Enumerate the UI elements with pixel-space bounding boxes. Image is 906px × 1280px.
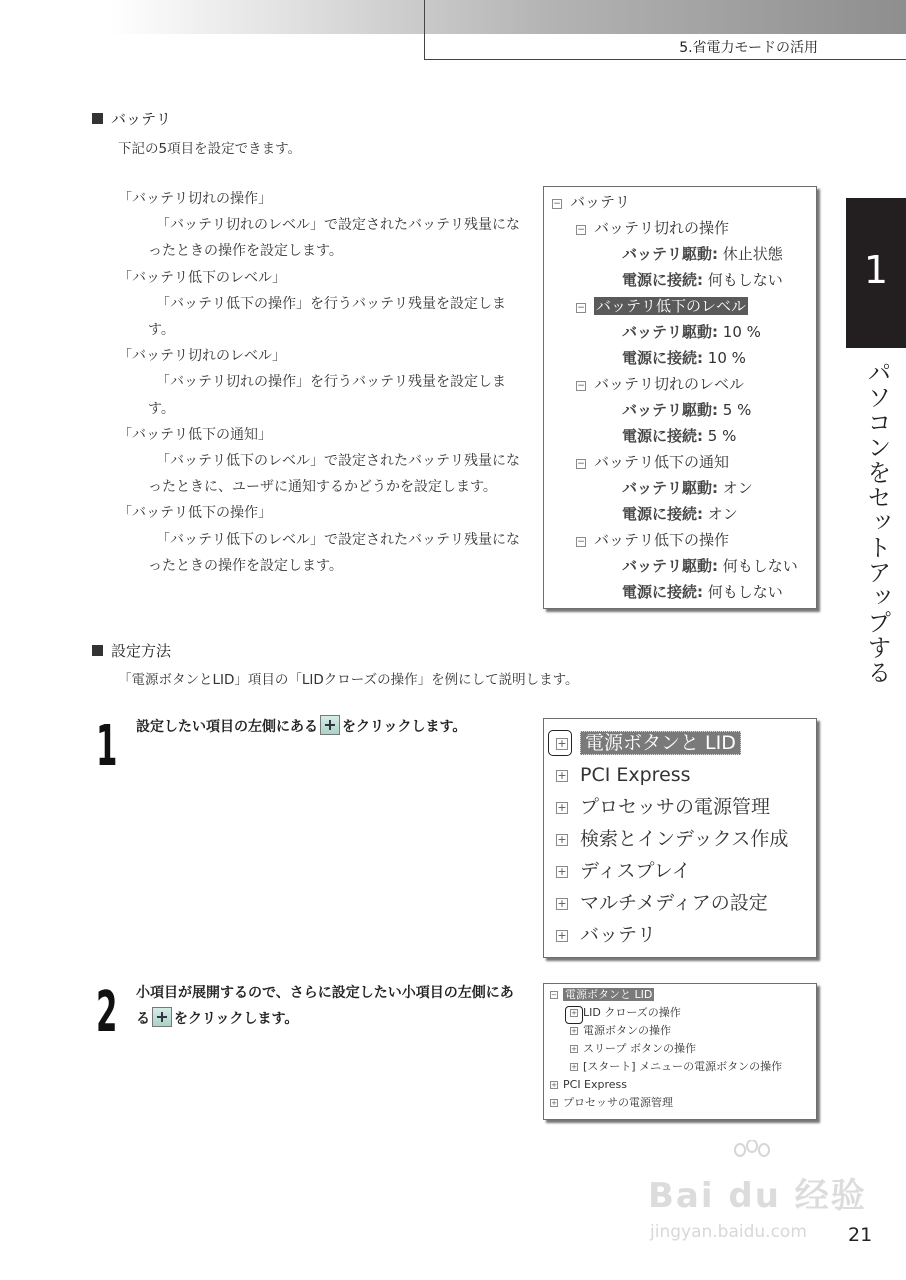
- tree-node-battery[interactable]: − バッテリ: [553, 193, 631, 211]
- tree-setting-row[interactable]: 電源に接続: 何もしない: [622, 271, 783, 289]
- expand-icon[interactable]: +: [557, 929, 567, 942]
- tree-setting-row[interactable]: バッテリ駆動: オン: [622, 479, 753, 497]
- battery-intro: 下記の5項目を設定できます。: [118, 141, 302, 157]
- tree-node-group[interactable]: − バッテリ切れのレベル: [577, 375, 745, 393]
- expand-icon[interactable]: +: [571, 1063, 577, 1071]
- battery-item-title: 「バッテリ低下の通知」: [118, 426, 272, 443]
- expand-icon[interactable]: +: [551, 1081, 557, 1089]
- method-heading: [92, 640, 171, 661]
- tree-category-row[interactable]: + プロセッサの電源管理: [551, 1096, 673, 1109]
- tree-category-row[interactable]: + バッテリ: [557, 924, 657, 946]
- tree-category-row[interactable]: + マルチメディアの設定: [557, 892, 768, 914]
- tree-category-row-expanded[interactable]: − 電源ボタンと LID: [551, 988, 653, 1001]
- section-header-title: 5.省電力モードの活用: [679, 40, 818, 56]
- highlight-ring: [548, 730, 572, 756]
- tree-subitem-row[interactable]: + スリープ ボタンの操作: [571, 1042, 696, 1055]
- tree-setting-row[interactable]: 電源に接続: 5 %: [622, 427, 737, 445]
- expand-icon[interactable]: +: [571, 1045, 577, 1053]
- step-instruction: 設定したい項目の左側にある をクリックします。: [136, 714, 526, 740]
- chapter-title: パソコンをセットアップする: [863, 360, 891, 685]
- tree-subitem-row[interactable]: + [スタート] メニューの電源ボタンの操作: [571, 1060, 783, 1073]
- collapse-icon[interactable]: −: [577, 381, 585, 391]
- tree-node-group[interactable]: − バッテリ切れの操作: [577, 219, 730, 237]
- tree-category-row[interactable]: + 検索とインデックス作成: [557, 828, 789, 850]
- battery-item-body: 「バッテリ低下のレベル」で設定されたバッテリ残量になったときの操作を設定します。: [148, 531, 520, 574]
- expand-plus-icon: [152, 1007, 172, 1027]
- tree-category-row[interactable]: + プロセッサの電源管理: [557, 796, 771, 818]
- battery-settings-tree: [543, 186, 817, 609]
- collapse-icon[interactable]: −: [553, 199, 561, 209]
- tree-category-row[interactable]: + PCI Express: [551, 1078, 628, 1091]
- tree-setting-row[interactable]: 電源に接続: 10 %: [622, 349, 746, 367]
- expand-icon[interactable]: +: [557, 801, 567, 814]
- tree-subitem-row[interactable]: + LID クローズの操作: [571, 1006, 681, 1019]
- tree-setting-row[interactable]: 電源に接続: オン: [622, 505, 738, 523]
- highlight-ring: [565, 1006, 583, 1024]
- expand-icon[interactable]: +: [557, 769, 567, 782]
- step-number: 1: [96, 714, 118, 779]
- expand-icon[interactable]: +: [557, 737, 567, 750]
- square-bullet-icon: [92, 113, 103, 124]
- tree-node-group[interactable]: − バッテリ低下の通知: [577, 453, 730, 471]
- battery-item-title: 「バッテリ低下のレベル」: [118, 269, 286, 286]
- battery-item-title: 「バッテリ切れのレベル」: [118, 348, 286, 365]
- collapse-icon[interactable]: −: [577, 225, 585, 235]
- expand-plus-icon: [320, 715, 340, 735]
- expand-icon[interactable]: +: [557, 865, 567, 878]
- battery-heading-text: バッテリ: [111, 110, 172, 128]
- method-heading-text: 設定方法: [111, 642, 172, 660]
- tree-setting-row[interactable]: バッテリ駆動: 休止状態: [622, 245, 783, 263]
- step-instruction: 小項目が展開するので、さらに設定したい小項目の左側にある をクリックします。: [136, 985, 514, 1027]
- expand-icon[interactable]: +: [551, 1099, 557, 1107]
- battery-item-title: 「バッテリ低下の操作」: [118, 505, 272, 522]
- expand-icon[interactable]: +: [571, 1027, 577, 1035]
- watermark-url: jingyan.baidu.com: [650, 1222, 807, 1242]
- battery-item-body: 「バッテリ低下の操作」を行うバッテリ残量を設定します。: [148, 295, 506, 339]
- tree-node-group[interactable]: − バッテリ低下の操作: [577, 531, 730, 549]
- tree-setting-row[interactable]: 電源に接続: 何もしない: [622, 583, 783, 601]
- battery-heading: [92, 108, 171, 129]
- battery-item-body: 「バッテリ切れの操作」を行うバッテリ残量を設定します。: [148, 374, 506, 417]
- collapse-icon[interactable]: −: [577, 459, 585, 469]
- collapse-icon[interactable]: −: [577, 303, 585, 313]
- watermark-logo: Bai du 经验: [648, 1176, 867, 1216]
- battery-item-body: 「バッテリ低下のレベル」で設定されたバッテリ残量になったときに、ユーザに通知するかどうかを設定します。: [148, 453, 520, 496]
- square-bullet-icon: [92, 645, 103, 656]
- tree-setting-row[interactable]: バッテリ駆動: 10 %: [622, 323, 761, 341]
- power-category-tree: [543, 718, 817, 958]
- collapse-icon[interactable]: −: [577, 537, 585, 547]
- power-subitem-tree: [543, 983, 817, 1120]
- chapter-number: 1: [863, 248, 889, 292]
- expand-icon[interactable]: +: [557, 833, 567, 846]
- battery-item-body: 「バッテリ切れのレベル」で設定されたバッテリ残量になったときの操作を設定します。: [148, 217, 520, 260]
- tree-setting-row[interactable]: バッテリ駆動: 5 %: [622, 401, 752, 419]
- battery-item-list: [118, 186, 528, 579]
- tree-subitem-row[interactable]: + 電源ボタンの操作: [571, 1024, 671, 1037]
- header-frame: [424, 0, 906, 60]
- page-number: 21: [848, 1224, 873, 1246]
- step-number: 2: [96, 980, 118, 1045]
- tree-category-row[interactable]: + PCI Express: [557, 764, 691, 786]
- battery-item-title: 「バッテリ切れの操作」: [118, 191, 272, 207]
- tree-category-row-selected[interactable]: + 電源ボタンと LID: [556, 727, 741, 759]
- method-intro: 「電源ボタンとLID」項目の「LIDクローズの操作」を例にして説明します。: [118, 672, 579, 688]
- tree-node-group-selected[interactable]: − バッテリ低下のレベル: [577, 297, 747, 315]
- expand-icon[interactable]: +: [571, 1009, 577, 1017]
- tree-category-row[interactable]: + ディスプレイ: [557, 860, 691, 882]
- collapse-icon[interactable]: −: [551, 991, 557, 999]
- expand-icon[interactable]: +: [557, 897, 567, 910]
- tree-setting-row[interactable]: バッテリ駆動: 何もしない: [622, 557, 798, 575]
